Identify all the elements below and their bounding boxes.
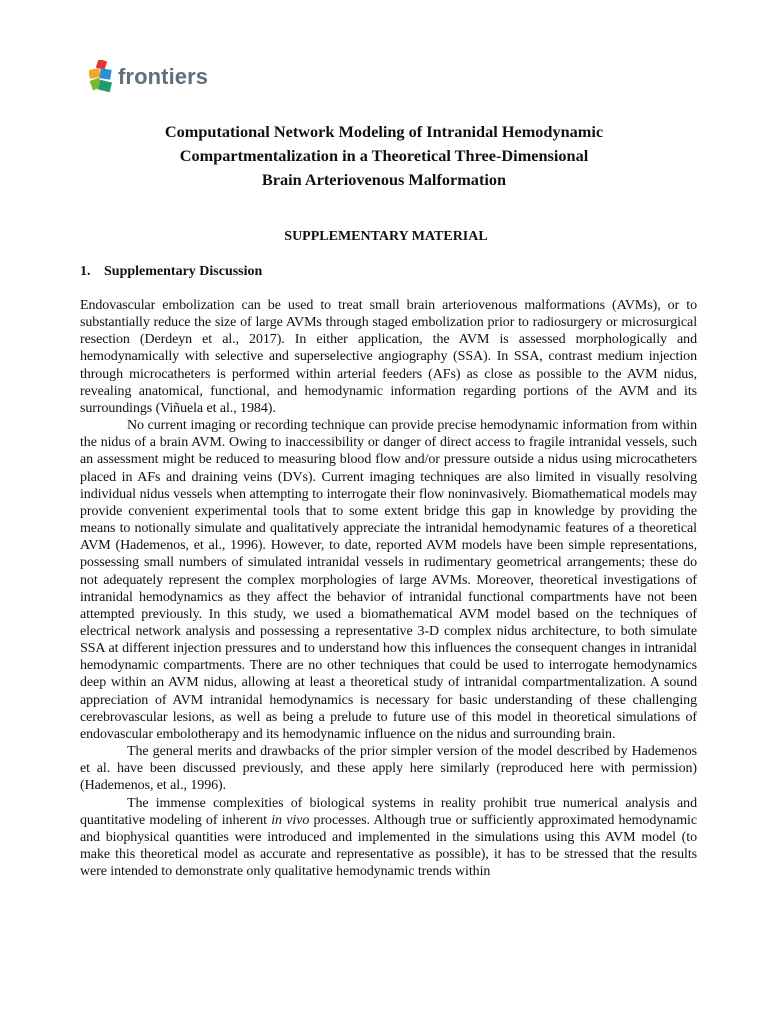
body-text [80,297,697,880]
paragraph: The general merits and drawbacks of the prior simpler version of the model described by Hademenos et al. have been discussed previously, and these apply here similarly (reproduced here with permission) (Hademenos, et al., 1996). [80,744,697,794]
paragraph: No current imaging or recording technique can provide precise hemodynamic information from within the nidus of a brain AVM. Owing to inaccessibility or danger of direct access to fragile intranidal vessels, such an assessment might be reduced to measuring blood flow and/or pressure outside a nidus using microcatheters placed in AFs and draining veins (DVs). Current imaging techniques are also limited in visually resolving individual nidus vessels when attempting to interrogate their flow noninvasively. Biomathematical models may provide convenient experimental tools that to some extent bridge this gap in knowledge by providing the means to notionally simulate and qualitatively appreciate the intranidal hemodynamic features of a theoretical AVM (Hademenos, et al., 1996). However, to date, reported AVM models have been simple representations, possessing small numbers of simulated intranidal vessels in rudimentary geometrical arrangements; these do not adequately represent the complex morphologies of large AVMs. Moreover, theoretical investigations of intranidal hemodynamics as they affect the behavior of intranidal functional compartments have not been attempted previously. In this study, we used a biomathematical AVM model based on the techniques of electrical network analysis and possessing a representative 3-D complex nidus architecture, to both simulate SSA at different injection pressures and to understand how this influences the consequent changes in intranidal hemodynamic compartments. There are no other techniques that could be used to interrogate hemodynamics deep within an AVM nidus, allowing at least a theoretical study of intranidal compartmentalization. A sound appreciation of AVM intranidal hemodynamics is necessary for basic understanding of these challenging cerebrovascular lesions, as well as being a prelude to future use of this model in theoretical simulations of endovascular embolotherapy and its hemodynamic influence on the nidus and surrounding brain. [80,418,697,742]
frontiers-logo-icon [89,60,115,94]
paragraph-text: processes. Although true or sufficiently approximated hemodynamic and biophysical quantities were introduced and implemented in the simulations using this AVM model (to make this theoretical model as accurate and representative as possible), it has to be stressed that the results were intended to demonstrate only qualitative hemodynamic trends within [80,812,697,880]
supplementary-heading: SUPPLEMENTARY MATERIAL [284,229,488,244]
title-line: Brain Arteriovenous Malformation [261,170,507,189]
section-number: 1. [80,264,91,279]
title-line: Compartmentalization in a Theoretical Three-Dimensional [179,146,589,165]
paragraph-text: The immense complexities of biological systems in reality prohibit true numerical analysis and quantitative modeling of inherent [80,795,697,828]
section-heading [80,262,262,282]
italic-term: in vivo [271,812,310,828]
paper-title [80,120,688,192]
paragraph [80,795,697,881]
frontiers-logo[interactable] [89,60,208,94]
section-title: Supplementary Discussion [104,264,263,279]
paragraph: Endovascular embolization can be used to treat small brain arteriovenous malformations (AVMs), or to substantially reduce the size of large AVMs through staged embolization prior to radiosurgery or microsurgical resection (Derdeyn et al., 2017). In either application, the AVM is assessed morphologically and hemodynamically with selective and superselective angiography (SSA). In SSA, contrast medium injection through microcatheters is performed within arterial feeders (AFs) as close as possible to the AVM nidus, revealing anatomical, functional, and hemodynamic information regarding portions of the AVM and its surroundings (Viñuela et al., 1984). [80,298,697,416]
logo-wordmark: frontiers [118,64,209,89]
title-line: Computational Network Modeling of Intranidal Hemodynamic [164,122,604,141]
